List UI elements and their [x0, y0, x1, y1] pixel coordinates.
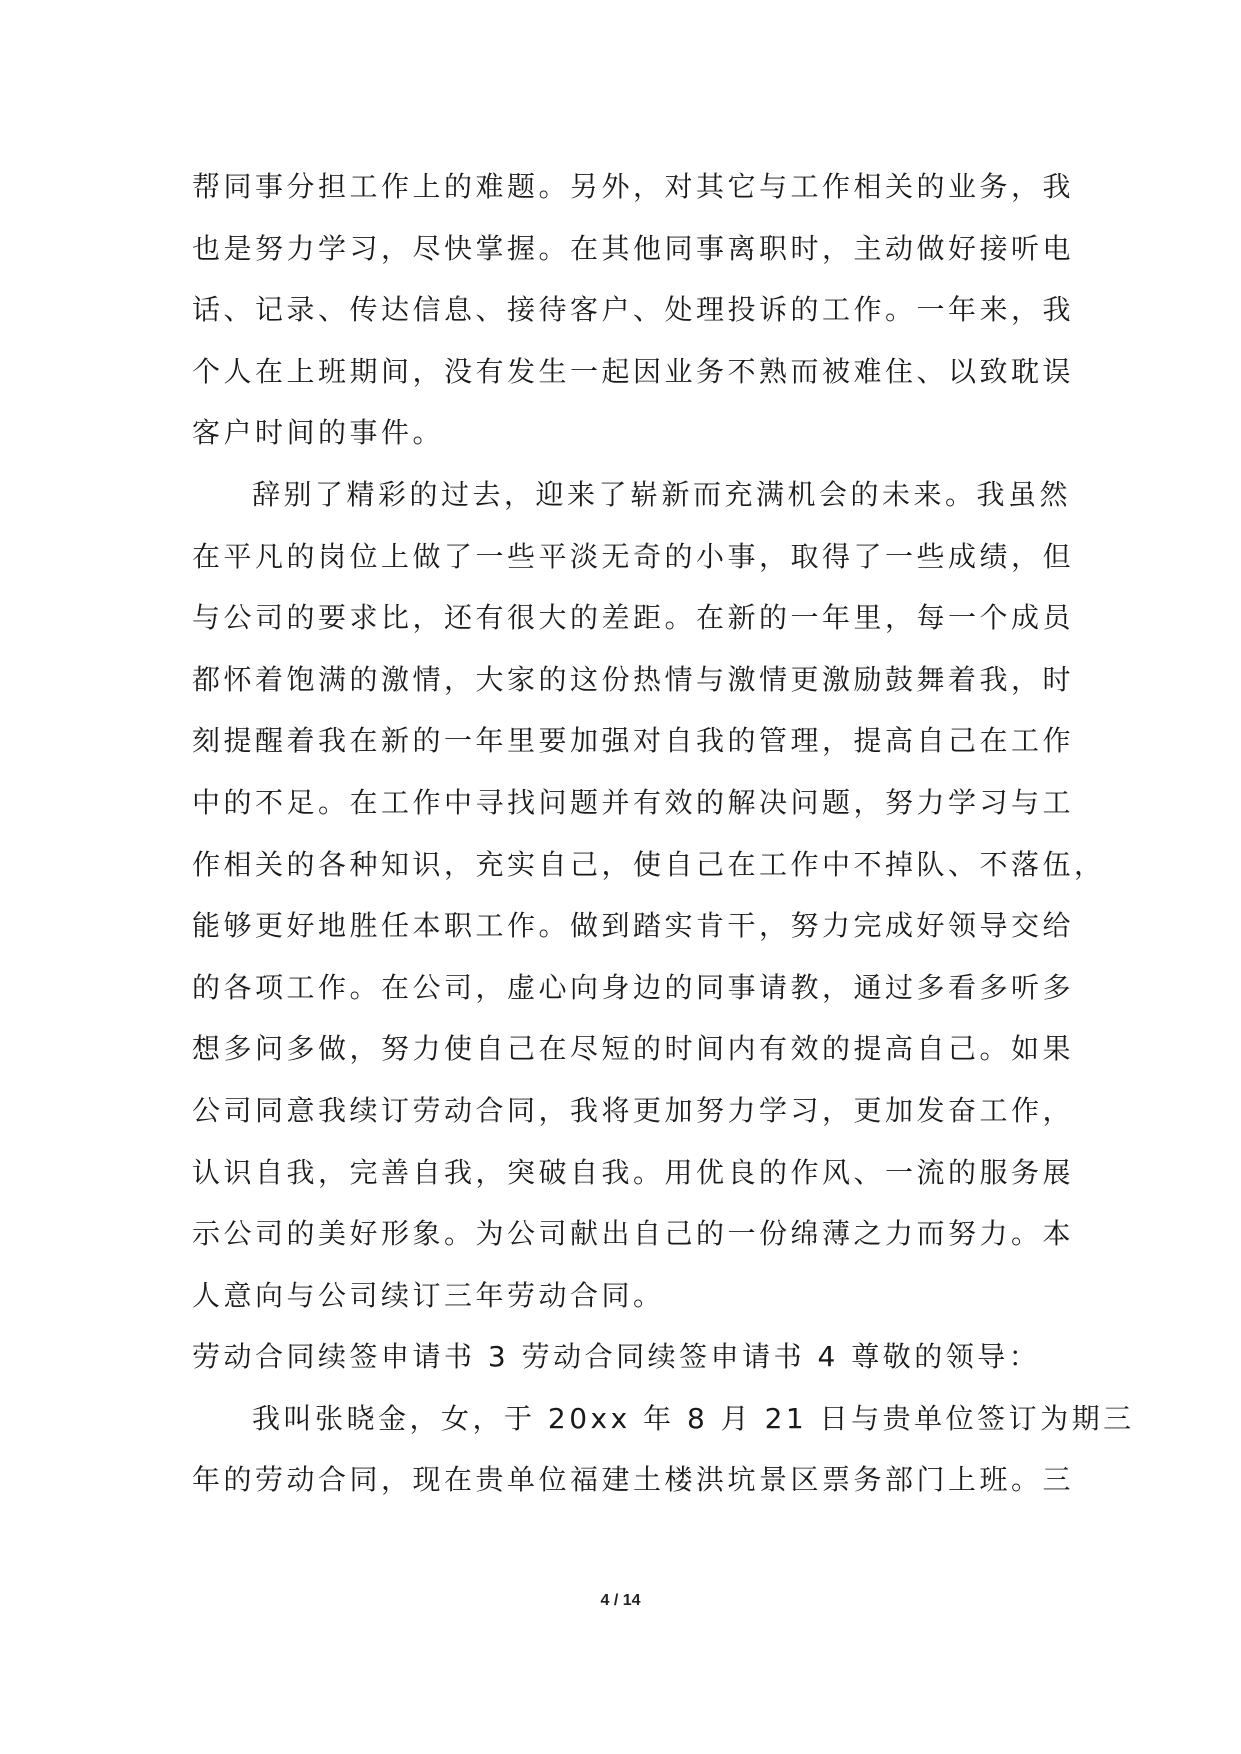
page-number: 4 / 14: [600, 1592, 641, 1609]
text-line: 公司同意我续订劳动合同，我将更加努力学习，更加发奋工作，: [192, 1093, 1075, 1127]
text-line: 刻提醒着我在新的一年里要加强对自我的管理，提高自己在工作: [192, 724, 1075, 758]
text-line: 在平凡的岗位上做了一些平淡无奇的小事，取得了一些成绩，但: [192, 539, 1075, 573]
body-text: [192, 156, 1135, 1511]
section-heading-line: 劳动合同续签申请书 3 劳动合同续签申请书 4 尊敬的领导：: [192, 1340, 1041, 1374]
text-line: 年的劳动合同，现在贵单位福建土楼洪坑景区票务部门上班。三: [192, 1463, 1075, 1497]
text-line: 人意向与公司续订三年劳动合同。: [192, 1278, 665, 1312]
text-line: 都怀着饱满的激情，大家的这份热情与激情更激励鼓舞着我，时: [192, 662, 1075, 696]
text-line: 认识自我，完善自我，突破自我。用优良的作风、一流的服务展: [192, 1155, 1075, 1189]
text-line: 帮同事分担工作上的难题。另外，对其它与工作相关的业务，我: [192, 170, 1075, 203]
text-line: 个人在上班期间，没有发生一起因业务不熟而被难住、以致耽误: [192, 354, 1075, 388]
text-line: 也是努力学习，尽快掌握。在其他同事离职时，主动做好接听电: [192, 231, 1075, 265]
text-line: 示公司的美好形象。为公司献出自己的一份绵薄之力而努力。本: [192, 1217, 1075, 1251]
text-line: 话、记录、传达信息、接待客户、处理投诉的工作。一年来，我: [192, 293, 1075, 327]
text-line: 辞别了精彩的过去，迎来了崭新而充满机会的未来。我虽然: [252, 477, 1072, 511]
text-line: 与公司的要求比，还有很大的差距。在新的一年里，每一个成员: [192, 601, 1075, 635]
text-line: 我叫张晓金，女，于 20xx 年 8 月 21 日与贵单位签订为期三: [252, 1401, 1135, 1435]
text-line: 的各项工作。在公司，虚心向身边的同事请教，通过多看多听多: [192, 970, 1075, 1004]
text-line: 能够更好地胜任本职工作。做到踏实肯干，努力完成好领导交给: [192, 909, 1075, 943]
text-line: 中的不足。在工作中寻找问题并有效的解决问题，努力学习与工: [192, 785, 1075, 819]
text-line: 想多问多做，努力使自己在尽短的时间内有效的提高自己。如果: [192, 1032, 1075, 1066]
text-line: 客户时间的事件。: [192, 416, 445, 450]
text-line: 作相关的各种知识，充实自己，使自己在工作中不掉队、不落伍，: [192, 847, 1106, 881]
